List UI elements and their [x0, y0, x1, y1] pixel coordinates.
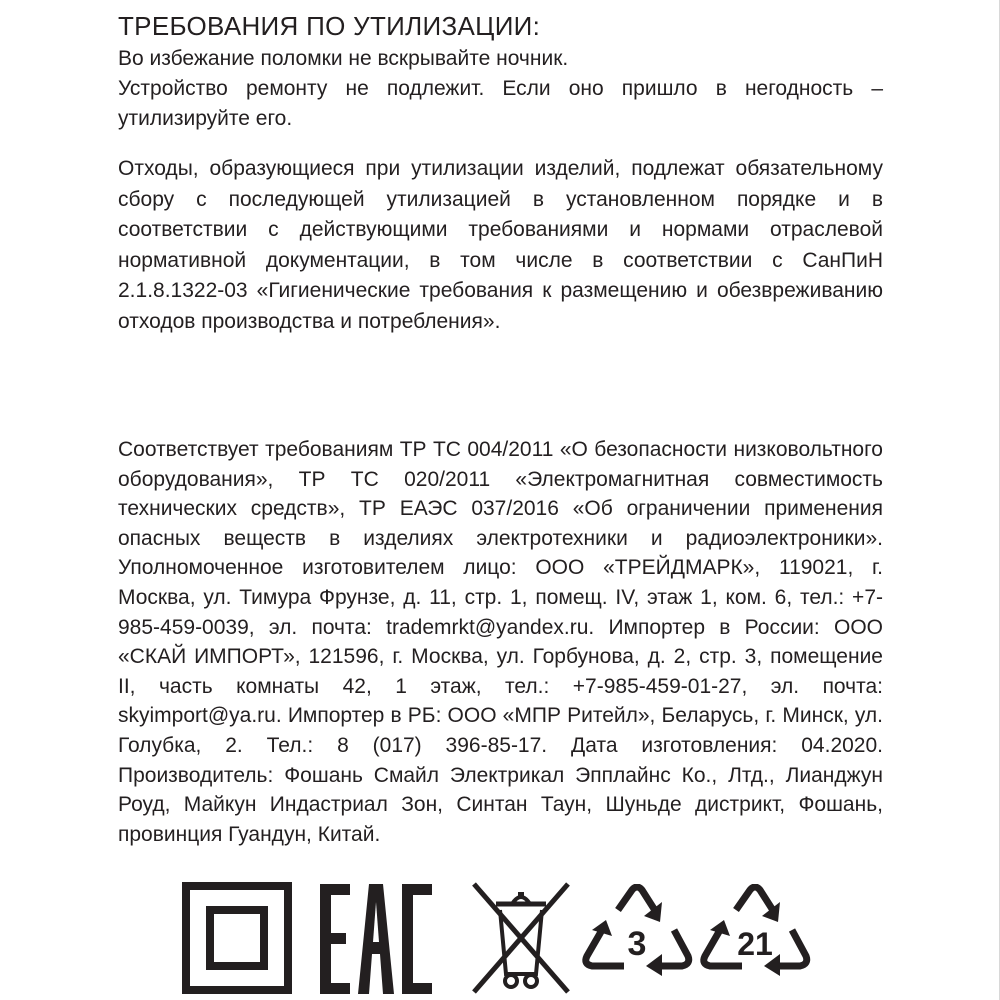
intro-text	[118, 44, 883, 134]
double-square-icon	[182, 882, 292, 994]
recycle-number-3: 3	[627, 925, 647, 963]
section-title: ТРЕБОВАНИЯ ПО УТИЛИЗАЦИИ:	[118, 11, 541, 41]
intro-line-2: Устройство ремонту не подлежит. Если оно пришло в негодность –	[118, 77, 883, 100]
marking-symbols	[0, 880, 1000, 1000]
intro-line-3: утилизируйте его.	[118, 107, 293, 130]
intro-line-1: Во избежание поломки не вскрывайте ночник.	[118, 47, 569, 70]
eac-icon	[320, 884, 432, 994]
crossed-bin-icon	[470, 880, 572, 996]
recycle-icon	[580, 884, 694, 988]
compliance-paragraph: Соответствует требованиям ТР ТС 004/2011 «О безопасности низковольтного оборудования», ТР ТС 020/2011 «Электромагнитная совместимость технических средств», ТР ЕАЭС 037/2016 «Об ограничении применения опасных веществ в изделиях электротехники и радиоэлектроники». Уполномоченное изготовителем лицо: ООО «ТРЕЙДМАРК», 119021, г. Москва, ул. Тимура Фрунзе, д. 11, стр. 1, помещ. IV, этаж 1, ком. 6, тел.: +7-985-459-0039, эл. почта: trademrkt@yandex.ru. Импортер в России: ООО «СКАЙ ИМПОРТ», 121596, г. Москва, ул. Горбунова, д. 2, стр. 3, помещение II, часть комнаты 42, 1 этаж, тел.: +7-985-459-01-27, эл. почта: skyimport@ya.ru. Импортер в РБ: ООО «МПР Ритейл», Беларусь, г. Минск, ул. Голубка, 2. Тел.: 8 (017) 396-85-17. Дата изготовления: 04.2020. Производитель: Фошань Смайл Электрикал Эпплайнс Ко., Лтд., Лианджун Роуд, Майкун Индастриал Зон, Синтан Таун, Шуньде дистрикт, Фошань, провинция Гуандун, Китай.	[118, 438, 883, 846]
recycle-number-21: 21	[737, 926, 773, 962]
eac-label	[320, 994, 321, 995]
disposal-paragraph: Отходы, образующиеся при утилизации изделий, подлежат обязательному сбору с последующей утилизацией в установленном порядке и в соответствии с действующими требованиями и нормами отраслевой нормативной документации, в том числе в соответствии с СанПиН 2.1.8.1322-03 «Гигиенические требования к размещению и обезвреживанию отходов производства и потребления».	[118, 157, 883, 333]
recycle-icon-21	[698, 884, 812, 988]
